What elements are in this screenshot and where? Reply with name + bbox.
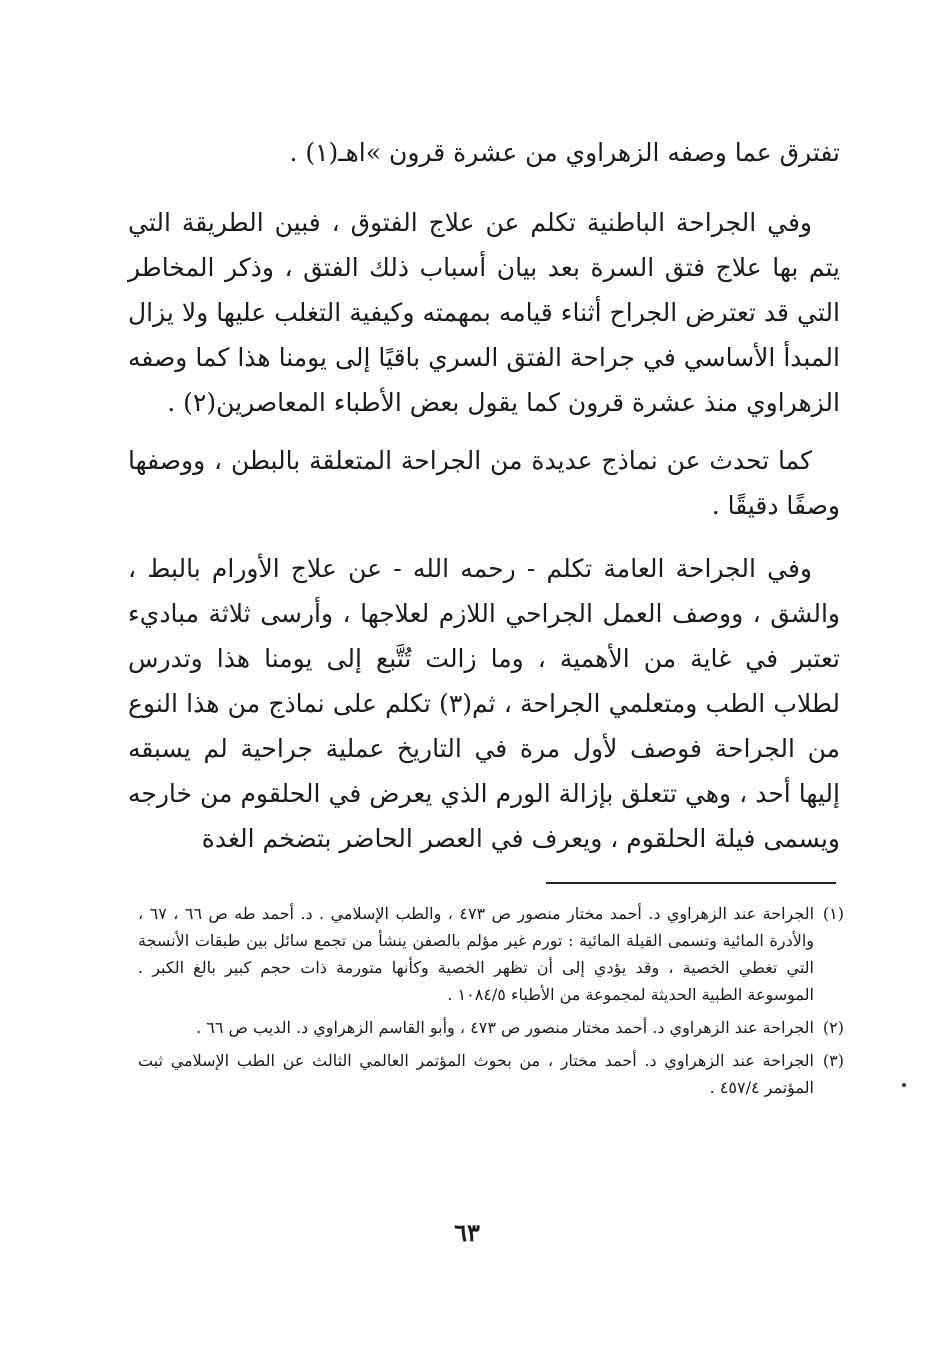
paragraph-text: وفي الجراحة الباطنية تكلم عن علاج الفتوق ، فبين الطريقة التي يتم بها علاج فتق السرة بعد بيان أسباب ذلك الفتق ، وذكر المخاطر التي قد تعترض الجراح أثناء قيامه بمهمته وكيفية التغلب عليها ولا يزال المبدأ الأساسي في جراحة الفتق السري باقيًا إلى يومنا هذا كما وصفه الزهراوي منذ عشرة قرون كما يقول بعض الأطباء المعاصرين(٢) . bbox=[128, 208, 840, 417]
footnote-number: (١) bbox=[822, 904, 844, 923]
footnote-text: الجراحة عند الزهراوي د. أحمد مختار منصور ص ٤٧٣ ، والطب الإسلامي . د. أحمد طه ص ٦٦ ، ٦٧ ، والأدرة المائية وتسمى القيلة المائية : تورم غير مؤلم بالصفن ينشأ من تجمع سائل بين طبقات الأنسجة التي تغطي الخصية ، وقد يؤدي إلى أن تظهر الخصية وكأنها متورمة ذات حجم كبير بالغ الكبر . الموسوعة الطبية الحديثة لمجموعة من الأطباء ١٠٨٤/٥ . bbox=[138, 904, 815, 1004]
paragraph-text: كما تحدث عن نماذج عديدة من الجراحة المتعلقة بالبطن ، ووصفها وصفًا دقيقًا . bbox=[128, 446, 840, 520]
footnote-text: الجراحة عند الزهراوي د. أحمد مختار منصور ص ٤٧٣ ، وأبو القاسم الزهراوي د. الديب ص ٦٦ . bbox=[196, 1018, 814, 1037]
footnote-1 bbox=[138, 900, 844, 1008]
footnote-3 bbox=[138, 1047, 844, 1101]
paragraph-general-surgery bbox=[128, 546, 840, 861]
paragraph-internal-surgery bbox=[128, 200, 840, 425]
paragraph-abdominal-surgery bbox=[128, 438, 840, 528]
footnote-number: (٣) bbox=[822, 1051, 844, 1070]
footnote-text: الجراحة عند الزهراوي د. أحمد مختار ، من بحوث المؤتمر العالمي الثالث عن الطب الإسلامي ثبت المؤتمر ٤٥٧/٤ . bbox=[138, 1051, 814, 1097]
footnote-divider bbox=[546, 882, 836, 884]
footnotes bbox=[138, 900, 844, 1107]
paragraph-text: وفي الجراحة العامة تكلم - رحمه الله - عن علاج الأورام بالبط ، والشق ، ووصف العمل الجراحي اللازم لعلاجها ، وأرسى ثلاثة مباديء تعتبر في غاية من الأهمية ، وما زالت تُتَّبع إلى يومنا هذا وتدرس لطلاب الطب ومتعلمي الجراحة ، ثم(٣) تكلم على نماذج من هذا النوع من الجراحة فوصف لأول مرة في التاريخ عملية جراحية لم يسبقه إليها أحد ، وهي تتعلق بإزالة الورم الذي يعرض في الحلقوم من خارجه ويسمى فيلة الحلقوم ، ويعرف في العصر الحاضر بتضخم الغدة bbox=[128, 554, 840, 853]
footnote-number: (٢) bbox=[822, 1018, 844, 1037]
page-number: ٦٣ bbox=[454, 1218, 480, 1247]
paragraph-text: تفترق عما وصفه الزهراوي من عشرة قرون »اهـ(١) . bbox=[289, 138, 840, 167]
paragraph-continuation bbox=[128, 130, 840, 175]
scan-speck bbox=[902, 1083, 906, 1087]
footnote-2 bbox=[138, 1014, 844, 1041]
